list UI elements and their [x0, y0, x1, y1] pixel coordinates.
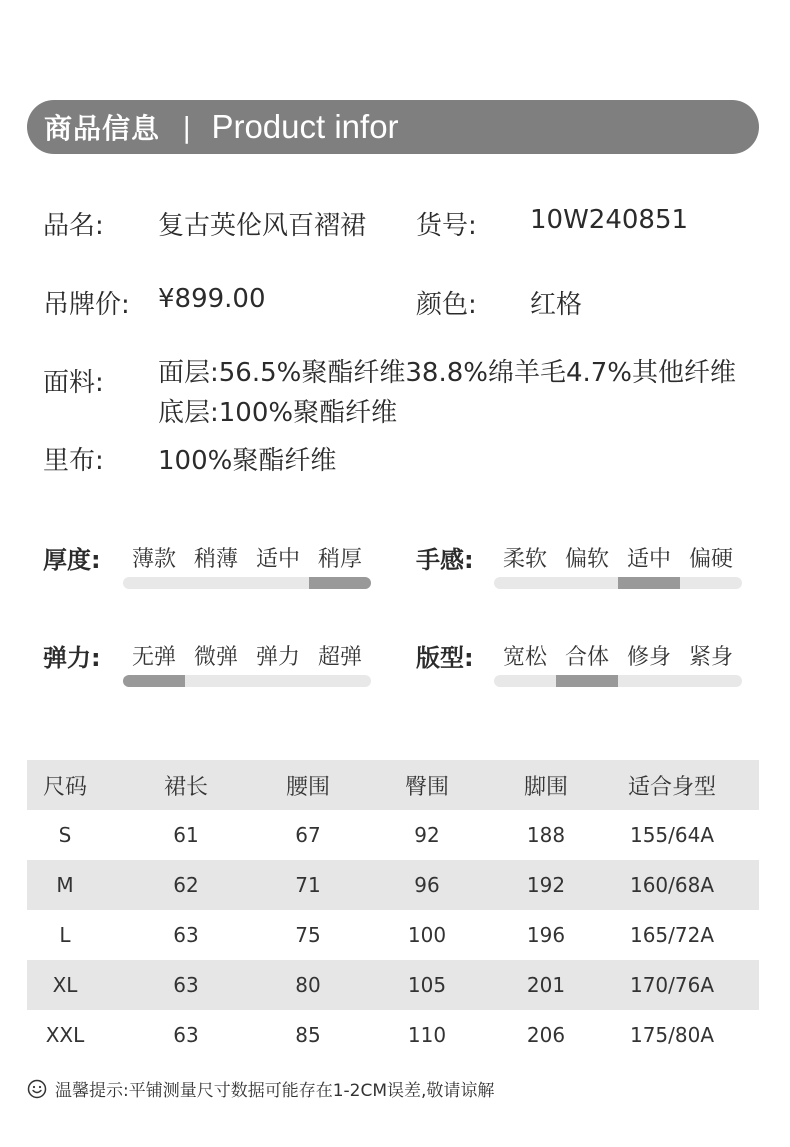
lining-label: 里布: [43, 446, 104, 476]
table-cell: XL [52, 973, 78, 997]
table-cell: 67 [295, 823, 321, 847]
header-hip: 臀围 [404, 774, 449, 800]
feel-scale-indicator [618, 577, 680, 589]
sku-value: 10W240851 [530, 205, 689, 235]
elasticity-option: 微弹 [193, 645, 238, 670]
header-body-type: 适合身型 [627, 774, 716, 800]
elasticity-options [123, 640, 371, 671]
fit-scale-indicator [556, 675, 618, 687]
tip-text: 温馨提示:平铺测量尺寸数据可能存在1-2CM误差,敬请谅解 [55, 1081, 495, 1101]
table-cell: 175/80A [629, 1023, 715, 1047]
table-cell: 63 [173, 923, 199, 947]
thickness-scale [123, 577, 371, 589]
elasticity-option: 无弹 [131, 645, 176, 670]
section-title-en: Product infor [211, 108, 399, 145]
size-table [27, 760, 759, 1060]
name-label: 品名: [43, 211, 104, 241]
thickness-options [123, 542, 371, 573]
thickness-option: 适中 [255, 547, 300, 572]
thickness-option: 稍厚 [317, 547, 362, 572]
table-row [27, 960, 759, 1010]
table-cell: 100 [407, 923, 447, 947]
table-cell: 80 [295, 973, 321, 997]
table-header-row [27, 760, 759, 810]
table-cell: L [59, 923, 71, 947]
section-title-cn: 商品信息 [44, 112, 161, 145]
table-cell: XXL [45, 1023, 85, 1047]
section-header-banner [27, 100, 759, 154]
fit-option: 合体 [564, 645, 609, 670]
elasticity-scale-indicator [123, 675, 185, 687]
table-cell: M [56, 873, 74, 897]
table-cell: 160/68A [629, 873, 715, 897]
thickness-option: 薄款 [131, 547, 176, 572]
elasticity-option: 弹力 [255, 645, 300, 670]
fit-option: 紧身 [688, 645, 733, 670]
table-cell: 105 [407, 973, 447, 997]
table-cell: 63 [173, 1023, 199, 1047]
fabric-label: 面料: [43, 368, 104, 398]
lining-value: 100%聚酯纤维 [158, 446, 337, 476]
feel-scale [494, 577, 742, 589]
thickness-scale-indicator [309, 577, 371, 589]
fabric-line-outer: 面层:56.5%聚酯纤维38.8%绵羊毛4.7%其他纤维 [158, 358, 737, 388]
table-cell: 196 [526, 923, 566, 947]
table-cell: 62 [173, 873, 199, 897]
table-row [27, 910, 759, 960]
table-cell: 71 [295, 873, 321, 897]
smiley-icon [27, 1079, 47, 1099]
table-cell: 63 [173, 973, 199, 997]
elasticity-scale [123, 675, 371, 687]
color-label: 颜色: [416, 290, 477, 320]
feel-option: 偏软 [564, 547, 609, 572]
thickness-option: 稍薄 [193, 547, 238, 572]
header-size: 尺码 [42, 774, 87, 800]
table-cell: 165/72A [629, 923, 715, 947]
fit-option: 宽松 [502, 645, 547, 670]
header-waist: 腰围 [285, 774, 330, 800]
sku-label: 货号: [416, 211, 477, 241]
header-hem: 脚围 [523, 774, 568, 800]
header-skirt-length: 裙长 [163, 774, 208, 800]
fit-option: 修身 [626, 645, 671, 670]
price-label: 吊牌价: [43, 290, 130, 320]
table-row [27, 1010, 759, 1060]
feel-option: 柔软 [502, 547, 547, 572]
fabric-line-inner: 底层:100%聚酯纤维 [158, 398, 398, 428]
table-cell: 170/76A [629, 973, 715, 997]
elasticity-label: 弹力: [43, 644, 101, 672]
table-cell: 110 [407, 1023, 447, 1047]
fit-scale [494, 675, 742, 687]
color-value: 红格 [530, 290, 583, 320]
table-cell: 206 [526, 1023, 566, 1047]
table-cell: 155/64A [629, 823, 715, 847]
price-value: ¥899.00 [158, 284, 266, 314]
feel-option: 适中 [626, 547, 671, 572]
table-cell: 188 [526, 823, 566, 847]
feel-label: 手感: [416, 546, 474, 574]
table-cell: S [58, 823, 72, 847]
feel-options [494, 542, 742, 573]
fit-options [494, 640, 742, 671]
fit-label: 版型: [416, 644, 474, 672]
elasticity-option: 超弹 [317, 645, 362, 670]
measurement-tip [27, 1076, 494, 1101]
table-row [27, 810, 759, 860]
table-cell: 201 [526, 973, 566, 997]
table-cell: 192 [526, 873, 566, 897]
table-row [27, 860, 759, 910]
table-cell: 85 [295, 1023, 321, 1047]
table-cell: 61 [173, 823, 199, 847]
title-separator: | [182, 110, 192, 144]
thickness-label: 厚度: [43, 546, 101, 574]
feel-option: 偏硬 [688, 547, 733, 572]
table-cell: 75 [295, 923, 321, 947]
table-cell: 92 [414, 823, 440, 847]
name-value: 复古英伦风百褶裙 [158, 211, 367, 241]
table-cell: 96 [414, 873, 440, 897]
